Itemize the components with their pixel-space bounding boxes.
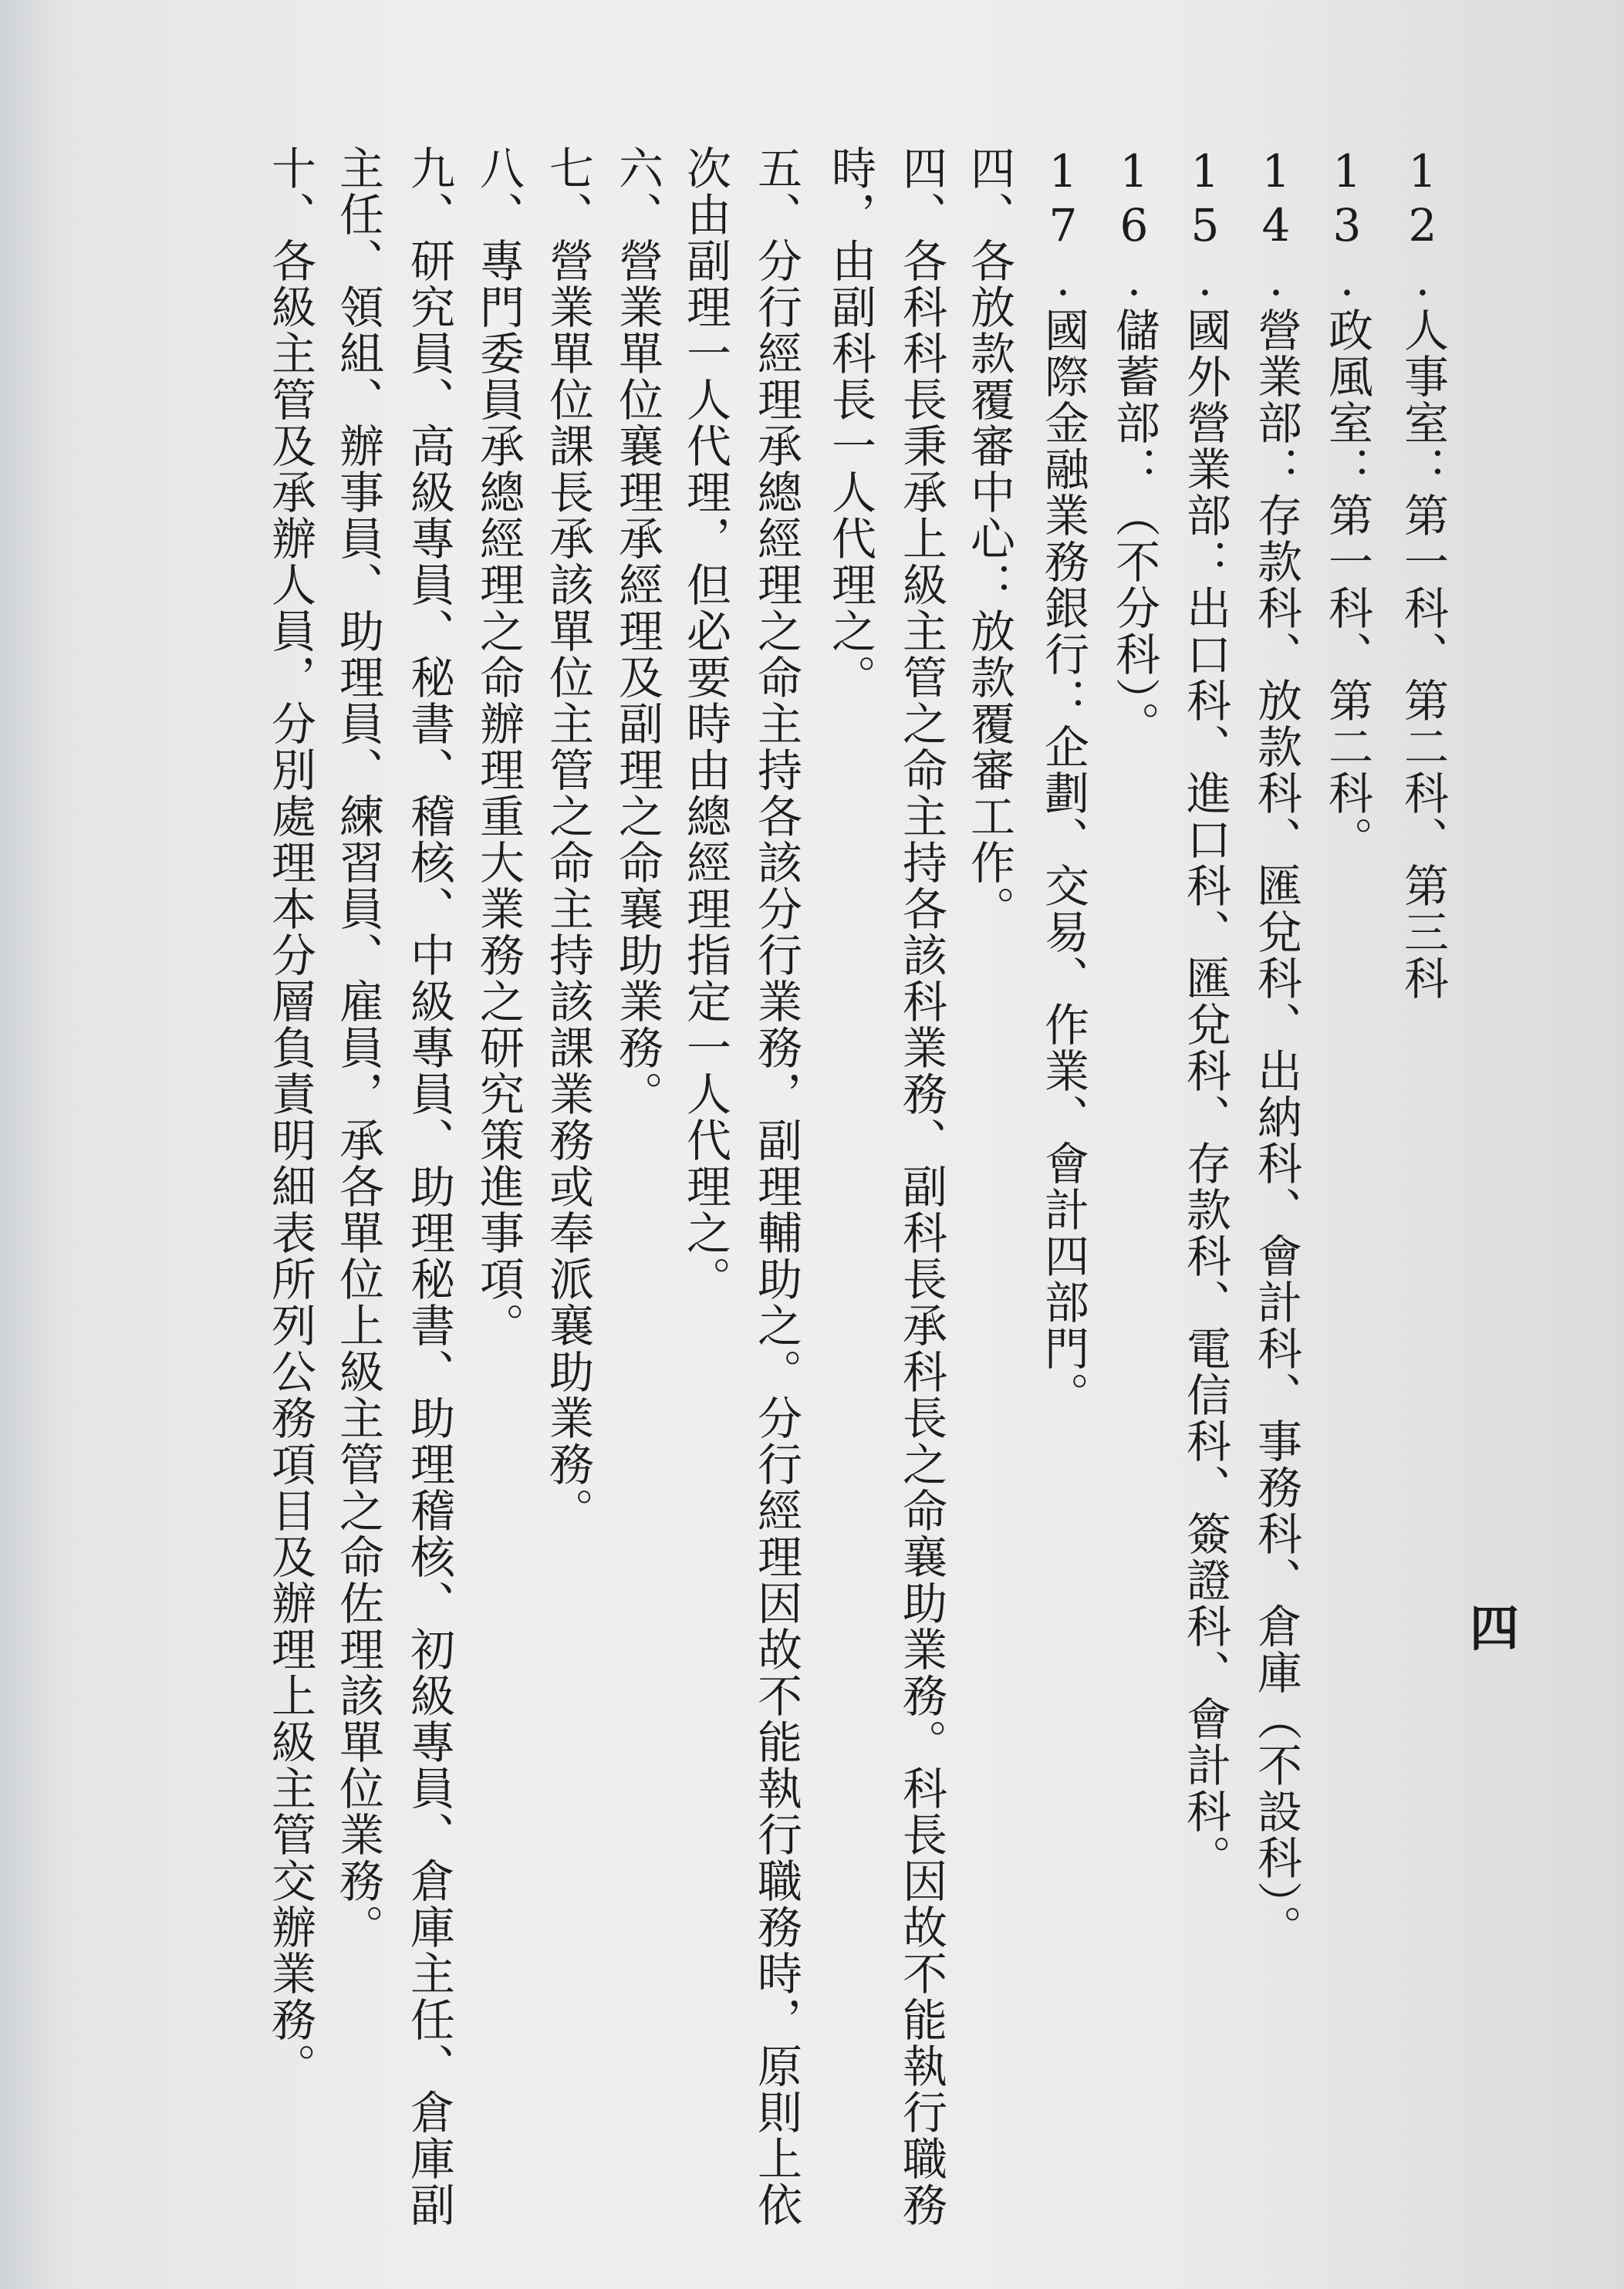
org-item-15: 15.國外營業部：出口科、進口科、匯兌科、存款科、電信科、簽證科、會計科。 <box>1179 145 1231 1881</box>
org-item-12: 12.人事室：第一科、第二科、第三科 <box>1396 145 1449 1001</box>
clause-specialist: 八、專門委員承總經理之命辦理重大業務之研究策進事項。 <box>472 145 525 1349</box>
org-item-16: 16.儲蓄部：（不分科）。 <box>1108 145 1160 748</box>
clause-staff: 九、研究員、高級專員、秘書、稽核、中級專員、助理秘書、助理稽核、初級專員、倉庫主任、倉庫副 主任、領組、辦事員、助理員、練習員、雇員，承各單位上級主管之命佐理該單位業務。 <box>332 145 455 2228</box>
page-number: 四 <box>1470 1600 1519 1658</box>
org-item-17: 17.國際金融業務銀行：企劃、交易、作業、會計四部門。 <box>1037 145 1089 1418</box>
clause-supervisors: 十、各級主管及承辦人員，分別處理本分層負責明細表所列公務項目及辦理上級主管交辦業務。 <box>264 145 316 2089</box>
org-item-13: 13.政風室：第一科、第二科。 <box>1321 145 1373 863</box>
clause-unit-chief: 七、營業單位課長承該單位主管之命主持該課業務或奉派襄助業務。 <box>542 145 594 1534</box>
clause-loan-review: 四、各放款覆審中心：放款覆審工作。 <box>963 145 1015 932</box>
org-item-14: 14.營業部：存款科、放款科、匯兌科、出納科、會計科、事務科、倉庫（不設科）。 <box>1250 145 1302 1951</box>
clause-section-chief: 四、各科科長秉承上級主管之命主持各該科業務、副科長承科長之命襄助業務。科長因故不能執行職務 時，由副科長一人代理之。 <box>824 145 947 2228</box>
clause-assistant-manager: 六、營業單位襄理承經理及副理之命襄助業務。 <box>611 145 663 1117</box>
clause-branch-manager: 五、分行經理承總經理之命主持各該分行業務，副理輔助之。分行經理因故不能執行職務時，原則上依 次由副理一人代理，但必要時由總經理指定一人代理之。 <box>679 145 802 2228</box>
